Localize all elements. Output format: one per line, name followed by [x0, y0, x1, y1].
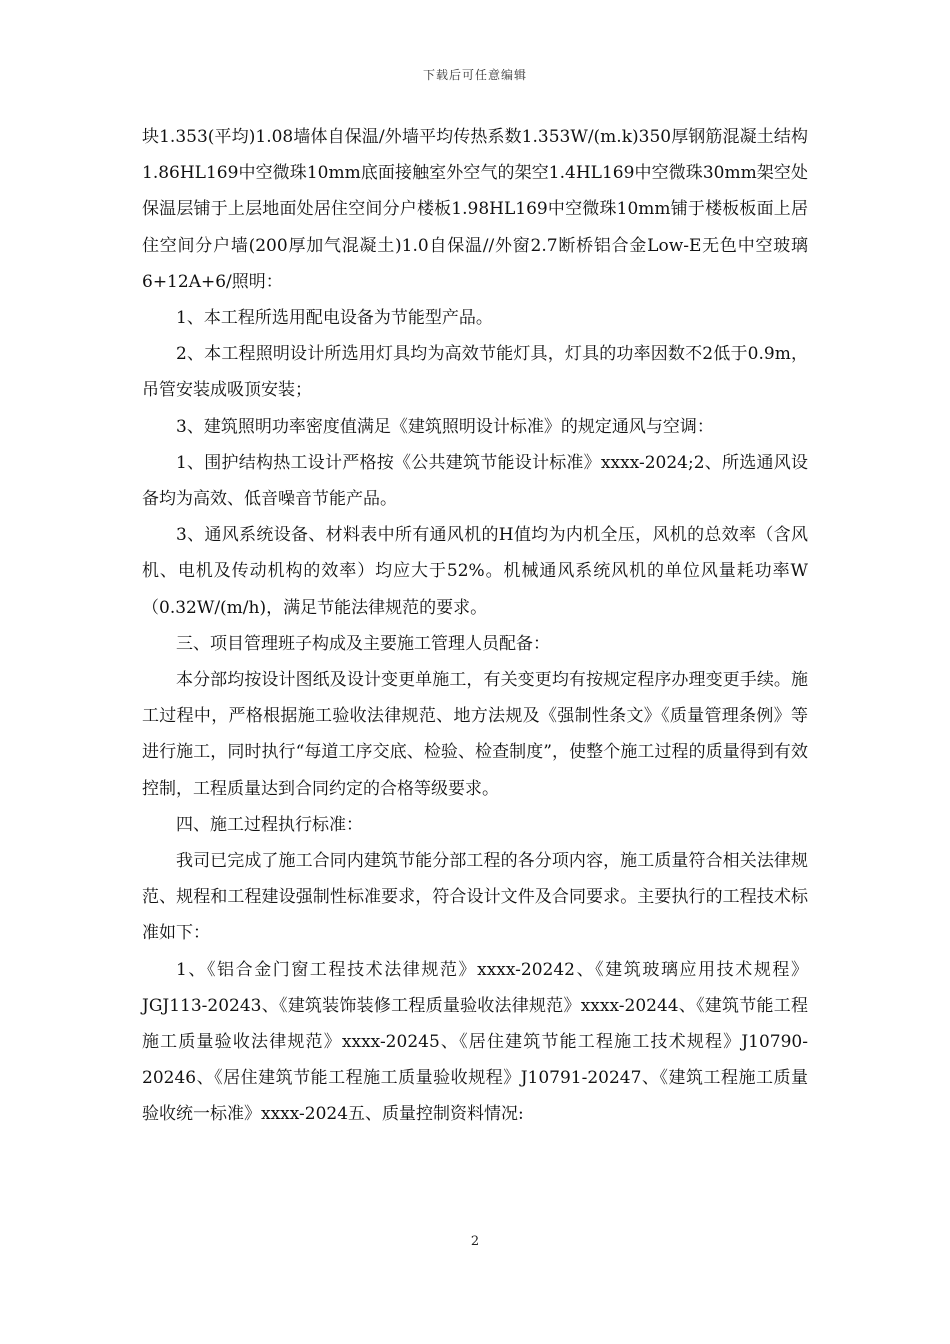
paragraph: 3、建筑照明功率密度值满足《建筑照明设计标准》的规定通风与空调：: [176, 416, 714, 437]
paragraph: 3、通风系统设备、材料表中所有通风机的H值均为内机全压，风机的总效率（含风机、电机及传动机构的效率）均应大于52%。机械通风系统风机的单位风量耗功率W（0.32W/(m/h)，满足节能法律规范的要求。: [142, 525, 808, 618]
paragraph: 本分部均按设计图纸及设计变更单施工，有关变更均有按规定程序办理变更手续。施工过程中，严格根据施工验收法律规范、地方法规及《强制性条文》《质量管理条例》等进行施工，同时执行“每道工序交底、检验、检查制度”，使整个施工过程的质量得到有效控制，工程质量达到合同约定的合格等级要求。: [142, 670, 808, 799]
paragraph: 1、《铝合金门窗工程技术法律规范》xxxx-20242、《建筑玻璃应用技术规程》JGJ113-20243、《建筑装饰装修工程质量验收法律规范》xxxx-20244、《建筑节能工程施工质量验收法律规范》xxxx-20245、《居住建筑节能工程施工技术规程》J10790-20246、《居住建筑节能工程施工质量验收规程》J10791-20247、《建筑工程施工质量验收统一标准》xxxx-2024五、质量控制资料情况:: [142, 959, 808, 1125]
paragraph: 我司已完成了施工合同内建筑节能分部工程的各分项内容，施工质量符合相关法律规范、规程和工程建设强制性标准要求，符合设计文件及合同要求。主要执行的工程技术标准如下：: [142, 851, 808, 944]
page-number: 2: [470, 1234, 480, 1249]
paragraph: 2、本工程照明设计所选用灯具均为高效节能灯具，灯具的功率因数不2低于0.9m，吊管安装成吸顶安装；: [142, 344, 808, 401]
header-note: 下载后可任意编辑: [422, 68, 527, 82]
paragraph: 1、围护结构热工设计严格按《公共建筑节能设计标准》xxxx-2024;2、所选通风设备均为高效、低音噪音节能产品。: [142, 452, 808, 510]
section-heading: 四、施工过程执行标准：: [176, 814, 363, 835]
paragraph: 块1.353(平均)1.08墙体自保温/外墙平均传热系数1.353W/(m.k)350厚钢筋混凝土结构1.86HL169中空微珠10mm底面接触室外空气的架空1.4HL169中空微珠30mm架空处保温层铺于上层地面处居住空间分户楼板1.98HL169中空微珠10mm铺于楼板板面上居住空间分户墙(200厚加气混凝土)1.0自保温//外窗2.7断桥铝合金Low-E无色中空玻璃6+12A+6/照明：: [142, 127, 808, 292]
document-body: [142, 119, 808, 1133]
paragraph: 1、本工程所选用配电设备为节能型产品。: [176, 308, 493, 329]
section-heading: 三、项目管理班子构成及主要施工管理人员配备：: [176, 633, 550, 654]
